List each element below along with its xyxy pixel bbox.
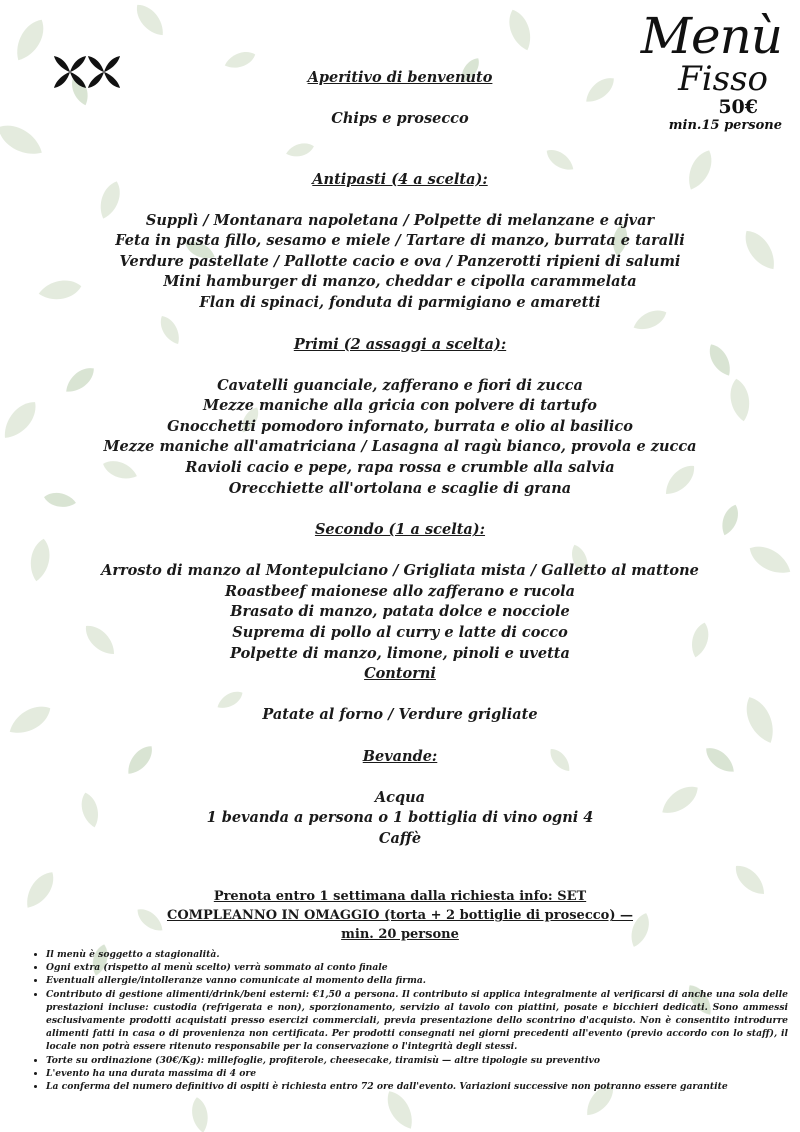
note-item: • L'evento ha una durata massima di 4 ore	[46, 1067, 788, 1080]
note-item: • Contributo di gestione alimenti/drink/beni esterni: €1,50 a persona. Il contributo si applica integralmente al verificarsi di anche una sola delle prestazioni incluse: custodia (refrigerata e non), sporzionamento, servizio al tavolo con piattini, posate e bicchieri dedicati. Sono ammessi esclusivamente prodotti acquistati presso esercizi commerciali, previa presentazione dello scontrino d'acquisto. Non è consentito introdurre alimenti fatti in casa o di provenienza non certificata. Per prodotti consegnati nei giorni precedenti all'evento (previo accordo con lo staff), il locale non potrà essere ritenuto responsabile per la conservazione o l'integrità degli stessi.	[46, 988, 788, 1054]
menu-item: Patate al forno / Verdure grigliate	[262, 706, 538, 724]
menu-item: Cavatelli guanciale, zafferano e fiori di zucca	[217, 376, 583, 394]
logo-icon	[52, 52, 122, 92]
section-heading-contorni: Contorni	[364, 665, 436, 683]
menu-item: Supplì / Montanara napoletana / Polpette di melanzane e ajvar	[145, 211, 655, 229]
menu-item: Acqua	[374, 788, 426, 806]
section-heading-antipasti: Antipasti (4 a scelta):	[312, 170, 488, 188]
note-item: • Il menù è soggetto a stagionalità.	[46, 948, 788, 961]
title-block	[607, 7, 782, 134]
menu-subtitle: Fisso	[678, 59, 768, 99]
section-heading-aperitivo: Aperitivo di benvenuto	[307, 69, 493, 86]
price: 50€	[718, 96, 758, 118]
menu-item: Roastbeef maionese allo zafferano e rucola	[224, 582, 576, 600]
note-item: • La conferma del numero definitivo di ospiti è richiesta entro 72 ore dall'evento. Variazioni successive non potranno essere garantite	[46, 1080, 788, 1093]
note-item: • Ogni extra (rispetto al menù scelto) verrà sommato al conto finale	[46, 961, 788, 974]
menu-item: Orecchiette all'ortolana e scaglie di grana	[228, 479, 572, 497]
menu-item: Feta in pasta fillo, sesamo e miele / Tartare di manzo, burrata e taralli	[115, 232, 685, 250]
note-item: • Eventuali allergie/intolleranze vanno comunicate al momento della firma.	[46, 974, 788, 987]
menu-item: Gnocchetti pomodoro infornato, burrata e olio al basilico	[167, 417, 633, 435]
menu-item: Caffè	[378, 829, 422, 847]
menu-item: Mini hamburger di manzo, cheddar e cipolla carammelata	[163, 273, 637, 291]
menu-title: Menù	[640, 7, 782, 65]
note-item: • Torte su ordinazione (30€/Kg): millefoglie, profiterole, cheesecake, tiramisù — altre tipologie su preventivo	[46, 1054, 788, 1067]
menu-item: Flan di spinaci, fonduta di parmigiano e amaretti	[199, 293, 601, 311]
section-heading-secondo: Secondo (1 a scelta):	[314, 521, 486, 539]
notes-list	[30, 948, 788, 1093]
min-people: min.15 persone	[668, 118, 782, 133]
menu-content	[90, 68, 710, 944]
menu-item: Suprema di pollo al curry e latte di cocco	[232, 623, 568, 641]
menu-item: Ravioli cacio e pepe, rapa rossa e crumble alla salvia	[185, 458, 615, 476]
menu-item: Brasato di manzo, patata dolce e nocciole	[230, 603, 570, 621]
menu-item: Verdure pastellate / Pallotte cacio e ova / Panzerotti ripieni di salumi	[119, 252, 681, 270]
promo-text: Prenota entro 1 settimana dalla richiesta info: SET COMPLEANNO IN OMAGGIO (torta + 2 bottiglie di prosecco) — min. 20 persone	[166, 889, 634, 943]
section-heading-bevande: Bevande:	[362, 747, 438, 765]
menu-item: Mezze maniche all'amatriciana / Lasagna al ragù bianco, provola e zucca	[103, 438, 697, 456]
menu-item: Mezze maniche alla gricia con polvere di tartufo	[203, 397, 597, 415]
menu-item: 1 bevanda a persona o 1 bottiglia di vino ogni 4	[206, 809, 594, 827]
menu-item: Arrosto di manzo al Montepulciano / Grigliata mista / Galletto al mattone	[101, 562, 699, 580]
section-heading-primi: Primi (2 assaggi a scelta):	[293, 335, 507, 353]
menu-item: Chips e prosecco	[331, 110, 469, 127]
menu-item: Polpette di manzo, limone, pinoli e uvetta	[230, 644, 570, 662]
